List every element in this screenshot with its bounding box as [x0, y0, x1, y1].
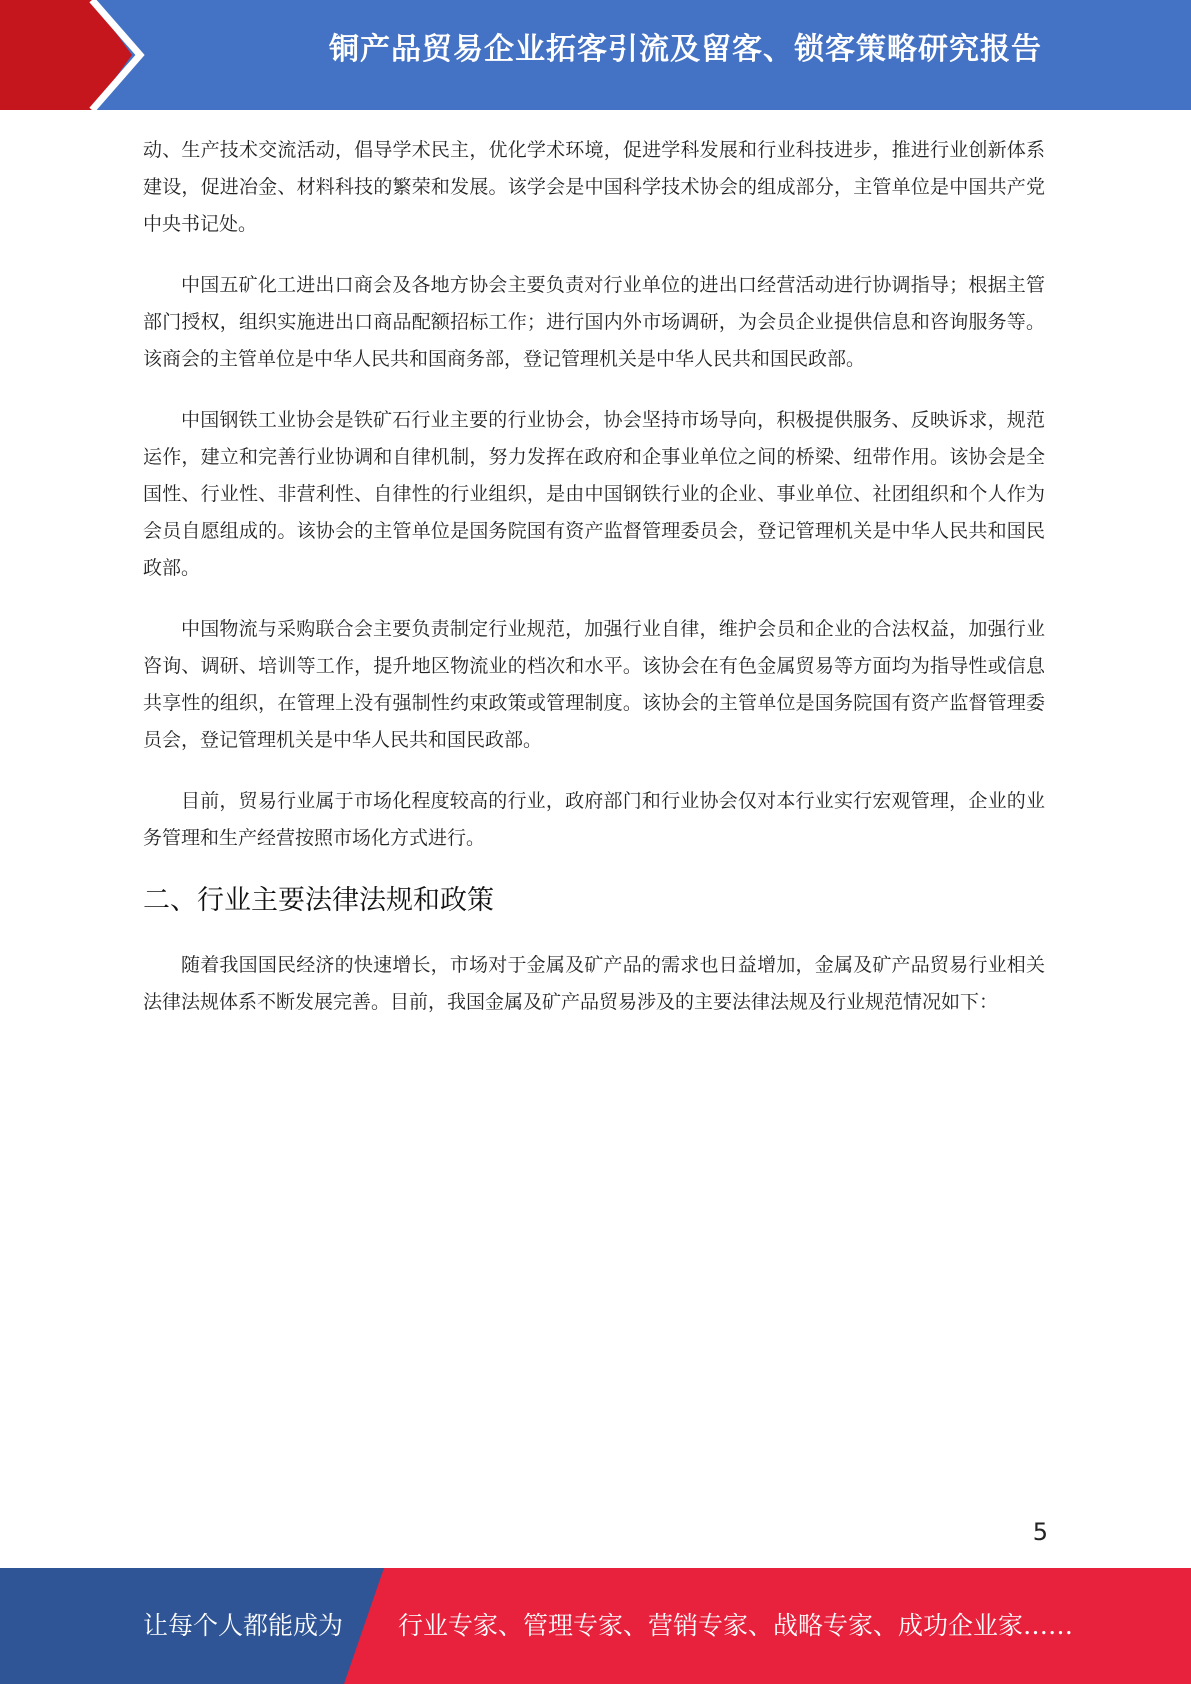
paragraph-continuation: 动、生产技术交流活动，倡导学术民主，优化学术环境，促进学科发展和行业科技进步，推进行业创新体系建设，促进冶金、材料科技的繁荣和发展。该学会是中国科学技术协会的组成部分，主管单位是中国共产党中央书记处。 — [143, 139, 1045, 235]
paragraph-steel-association: 中国钢铁工业协会是铁矿石行业主要的行业协会，协会坚持市场导向，积极提供服务、反映诉求，规范运作，建立和完善行业协调和自律机制，努力发挥在政府和企事业单位之间的桥梁、纽带作用。该协会是全国性、行业性、非营利性、自律性的行业组织，是由中国钢铁行业的企业、事业单位、社团组织和个人作为会员自愿组成的。该协会的主管单位是国务院国有资产监督管理委员会，登记管理机关是中华人民共和国民政部。 — [143, 409, 1045, 579]
footer-slogan-right: 行业专家、管理专家、营销专家、战略专家、成功企业家…… — [398, 1611, 1074, 1640]
header-banner — [0, 0, 1191, 110]
header-chevron-icon — [0, 0, 160, 110]
footer-banner — [0, 1568, 1191, 1684]
paragraph-market-overview: 目前，贸易行业属于市场化程度较高的行业，政府部门和行业协会仅对本行业实行宏观管理，企业的业务管理和生产经营按照市场化方式进行。 — [143, 790, 1045, 849]
paragraph-minmetals-chamber: 中国五矿化工进出口商会及各地方协会主要负责对行业单位的进出口经营活动进行协调指导；根据主管部门授权，组织实施进出口商品配额招标工作；进行国内外市场调研，为会员企业提供信息和咨询服务等。该商会的主管单位是中华人民共和国商务部，登记管理机关是中华人民共和国民政部。 — [143, 274, 1045, 370]
document-body — [143, 132, 1045, 1045]
paragraph-logistics-federation: 中国物流与采购联合会主要负责制定行业规范，加强行业自律，维护会员和企业的合法权益，加强行业咨询、调研、培训等工作，提升地区物流业的档次和水平。该协会在有色金属贸易等方面均为指导性或信息共享性的组织，在管理上没有强制性约束政策或管理制度。该协会的主管单位是国务院国有资产监督管理委员会，登记管理机关是中华人民共和国民政部。 — [143, 618, 1045, 751]
paragraph-laws-intro: 随着我国国民经济的快速增长，市场对于金属及矿产品的需求也日益增加，金属及矿产品贸易行业相关法律法规体系不断发展完善。目前，我国金属及矿产品贸易涉及的主要法律法规及行业规范情况如下： — [143, 954, 1045, 1013]
page-number: 5 — [1032, 1518, 1048, 1546]
footer-slogan-left: 让每个人都能成为 — [143, 1611, 344, 1640]
section-heading: 二、行业主要法律法规和政策 — [143, 885, 494, 916]
document-title: 铜产品贸易企业拓客引流及留客、锁客策略研究报告 — [329, 32, 1042, 67]
